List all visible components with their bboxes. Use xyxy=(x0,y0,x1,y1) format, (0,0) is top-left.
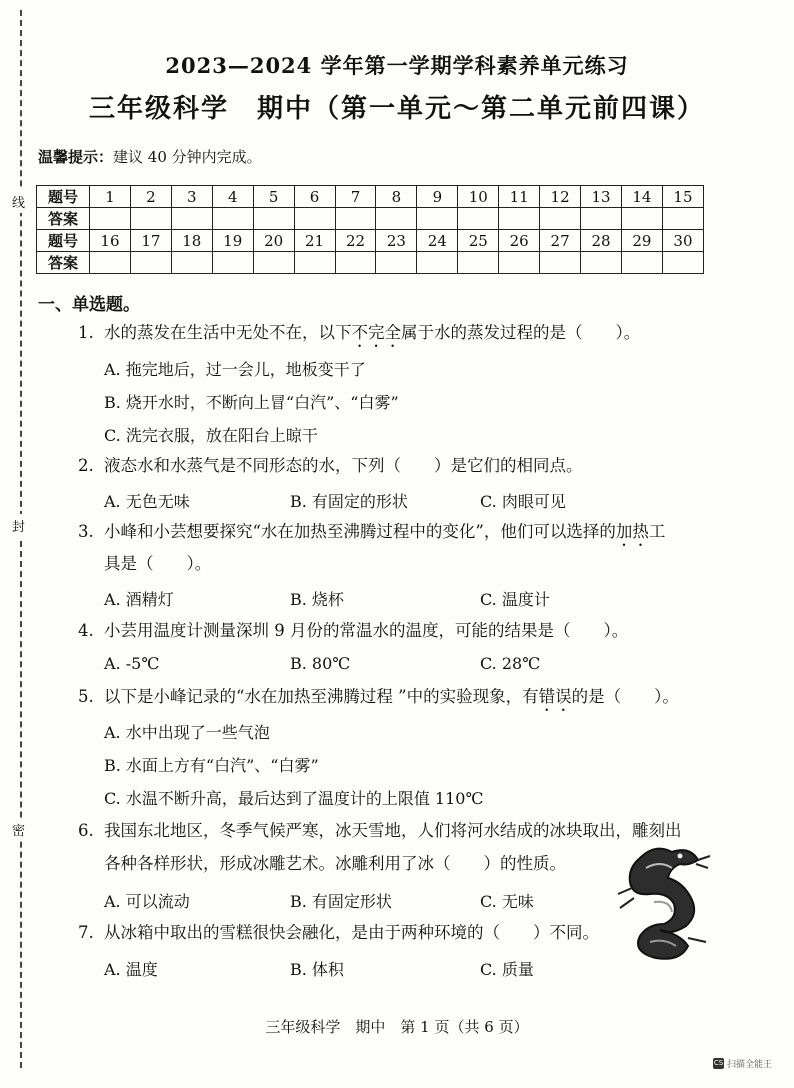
table-row xyxy=(37,252,704,274)
option[interactable]: B. 有固定的形状 xyxy=(290,492,408,511)
qno-cell: 25 xyxy=(458,230,499,252)
answer-cell[interactable] xyxy=(621,252,662,274)
ice-dragon-image xyxy=(610,838,720,968)
answer-cell[interactable] xyxy=(294,252,335,274)
option[interactable]: B. 体积 xyxy=(290,960,344,979)
page-footer: 三年级科学 期中 第 1 页（共 6 页） xyxy=(265,1018,529,1036)
qno-cell: 4 xyxy=(212,186,253,208)
question-number: 4. xyxy=(78,621,94,640)
option[interactable]: C. 温度计 xyxy=(480,590,550,609)
label-no: 题号 xyxy=(37,186,90,208)
answer-cell[interactable] xyxy=(171,252,212,274)
answer-cell[interactable] xyxy=(581,252,622,274)
option[interactable]: C. 28℃ xyxy=(480,654,541,673)
margin-mark-mi: 密 xyxy=(12,818,25,841)
option[interactable]: C. 无味 xyxy=(480,892,534,911)
emphasis-text: 加热 xyxy=(615,522,649,541)
qno-cell: 29 xyxy=(621,230,662,252)
question-text xyxy=(104,322,714,351)
option[interactable]: C. 洗完衣服，放在阳台上晾干 xyxy=(104,426,318,445)
answer-cell[interactable] xyxy=(90,252,131,274)
option[interactable]: B. 水面上方有“白汽”、“白雾” xyxy=(104,756,319,775)
question-number: 5. xyxy=(78,687,94,706)
answer-cell[interactable] xyxy=(458,208,499,230)
page-title: 2023—2024 学年第一学期学科素养单元练习 xyxy=(165,53,629,78)
option[interactable]: C. 肉眼可见 xyxy=(480,492,566,511)
answer-table xyxy=(36,185,704,274)
answer-cell[interactable] xyxy=(212,252,253,274)
qno-cell: 21 xyxy=(294,230,335,252)
answer-cell[interactable] xyxy=(90,208,131,230)
qno-cell: 24 xyxy=(417,230,458,252)
qno-cell: 13 xyxy=(581,186,622,208)
option[interactable]: A. -5℃ xyxy=(104,654,160,673)
section-title: 一、单选题。 xyxy=(38,295,140,315)
page-subtitle: 三年级科学 期中（第一单元～第二单元前四课） xyxy=(88,94,705,124)
answer-cell[interactable] xyxy=(212,208,253,230)
option[interactable]: C. 水温不断升高，最后达到了温度计的上限值 110℃ xyxy=(104,789,484,808)
qno-cell: 9 xyxy=(417,186,458,208)
question-text: 具是（ ）。 xyxy=(104,554,212,573)
qno-cell: 8 xyxy=(376,186,417,208)
qno-cell: 2 xyxy=(130,186,171,208)
qno-cell: 5 xyxy=(253,186,294,208)
answer-cell[interactable] xyxy=(581,208,622,230)
answer-cell[interactable] xyxy=(335,252,376,274)
answer-cell[interactable] xyxy=(499,252,540,274)
answer-cell[interactable] xyxy=(540,208,581,230)
qno-cell: 7 xyxy=(335,186,376,208)
qno-cell: 12 xyxy=(540,186,581,208)
text-part: 的是（ ）。 xyxy=(571,687,679,706)
option[interactable]: A. 拖完地后，过一会儿，地板变干了 xyxy=(104,360,366,379)
table-row xyxy=(37,230,704,252)
qno-cell: 20 xyxy=(253,230,294,252)
qno-cell: 27 xyxy=(540,230,581,252)
option[interactable]: C. 质量 xyxy=(480,960,534,979)
answer-cell[interactable] xyxy=(130,208,171,230)
text-part: 小峰和小芸想要探究“水在加热至沸腾过程中的变化”，他们可以选择的 xyxy=(104,522,616,541)
label-ans: 答案 xyxy=(37,252,90,274)
qno-cell: 6 xyxy=(294,186,335,208)
question-text: 各种各样形状，形成冰雕艺术。冰雕利用了冰（ ）的性质。 xyxy=(104,854,566,873)
qno-cell: 15 xyxy=(662,186,703,208)
question-number: 1. xyxy=(78,323,94,342)
answer-cell[interactable] xyxy=(499,208,540,230)
option[interactable]: A. 水中出现了一些气泡 xyxy=(104,723,270,742)
answer-cell[interactable] xyxy=(294,208,335,230)
option[interactable]: A. 可以流动 xyxy=(104,892,190,911)
table-row xyxy=(37,208,704,230)
question-number: 7. xyxy=(78,923,94,942)
qno-cell: 10 xyxy=(458,186,499,208)
tip xyxy=(38,146,262,167)
answer-cell[interactable] xyxy=(417,208,458,230)
qno-cell: 22 xyxy=(335,230,376,252)
label-no: 题号 xyxy=(37,230,90,252)
badge-label: 扫描全能王 xyxy=(726,1060,772,1070)
text-part: 以下是小峰记录的“水在加热至沸腾过程 ”中的实验现象，有 xyxy=(104,687,539,706)
answer-cell[interactable] xyxy=(376,252,417,274)
emphasis-text: 错误 xyxy=(538,687,572,706)
answer-cell[interactable] xyxy=(417,252,458,274)
qno-cell: 19 xyxy=(212,230,253,252)
question-text xyxy=(104,686,714,715)
answer-cell[interactable] xyxy=(662,252,703,274)
answer-cell[interactable] xyxy=(130,252,171,274)
qno-cell: 23 xyxy=(376,230,417,252)
scanner-badge xyxy=(713,1057,772,1070)
answer-cell[interactable] xyxy=(662,208,703,230)
cs-logo-icon: CS xyxy=(713,1059,724,1067)
question-number: 3. xyxy=(78,522,94,541)
label-ans: 答案 xyxy=(37,208,90,230)
tip-label: 温馨提示： xyxy=(38,148,114,166)
answer-cell[interactable] xyxy=(540,252,581,274)
qno-cell: 1 xyxy=(90,186,131,208)
option[interactable]: A. 无色无味 xyxy=(104,492,190,511)
option[interactable]: B. 有固定形状 xyxy=(290,892,392,911)
answer-cell[interactable] xyxy=(335,208,376,230)
qno-cell: 28 xyxy=(581,230,622,252)
question-number: 6. xyxy=(78,821,94,840)
question-text: 液态水和水蒸气是不同形态的水，下列（ ）是它们的相同点。 xyxy=(104,456,583,475)
emphasis-text: 不完全 xyxy=(351,323,401,342)
option[interactable]: A. 温度 xyxy=(104,960,158,979)
answer-cell[interactable] xyxy=(458,252,499,274)
question-text: 小芸用温度计测量深圳 9 月份的常温水的温度，可能的结果是（ ）。 xyxy=(104,621,629,640)
qno-cell: 30 xyxy=(662,230,703,252)
qno-cell: 16 xyxy=(90,230,131,252)
answer-cell[interactable] xyxy=(253,208,294,230)
tip-text: 建议 40 分钟内完成。 xyxy=(113,148,262,166)
text-part: 水的蒸发在生活中无处不在，以下 xyxy=(104,323,352,342)
margin-mark-feng: 封 xyxy=(12,514,25,537)
qno-cell: 17 xyxy=(130,230,171,252)
qno-cell: 14 xyxy=(621,186,662,208)
text-part: 工 xyxy=(648,522,666,541)
answer-cell[interactable] xyxy=(621,208,662,230)
qno-cell: 11 xyxy=(499,186,540,208)
binding-line xyxy=(20,10,22,1068)
answer-cell[interactable] xyxy=(171,208,212,230)
option[interactable]: B. 80℃ xyxy=(290,654,351,673)
question-text xyxy=(104,521,714,550)
qno-cell: 26 xyxy=(499,230,540,252)
question-number: 2. xyxy=(78,456,94,475)
qno-cell: 18 xyxy=(171,230,212,252)
table-row xyxy=(37,186,704,208)
option[interactable]: A. 酒精灯 xyxy=(104,590,174,609)
qno-cell: 3 xyxy=(171,186,212,208)
question-text: 我国东北地区，冬季气候严寒，冰天雪地，人们将河水结成的冰块取出，雕刻出 xyxy=(104,821,682,840)
margin-mark-xian: 线 xyxy=(12,190,25,213)
text-part: 属于水的蒸发过程的是（ ）。 xyxy=(401,323,641,342)
question-text: 从冰箱中取出的雪糕很快会融化，是由于两种环境的（ ）不同。 xyxy=(104,923,599,942)
answer-cell[interactable] xyxy=(376,208,417,230)
option[interactable]: B. 烧开水时，不断向上冒“白汽”、“白雾” xyxy=(104,393,399,412)
answer-cell[interactable] xyxy=(253,252,294,274)
option[interactable]: B. 烧杯 xyxy=(290,590,344,609)
